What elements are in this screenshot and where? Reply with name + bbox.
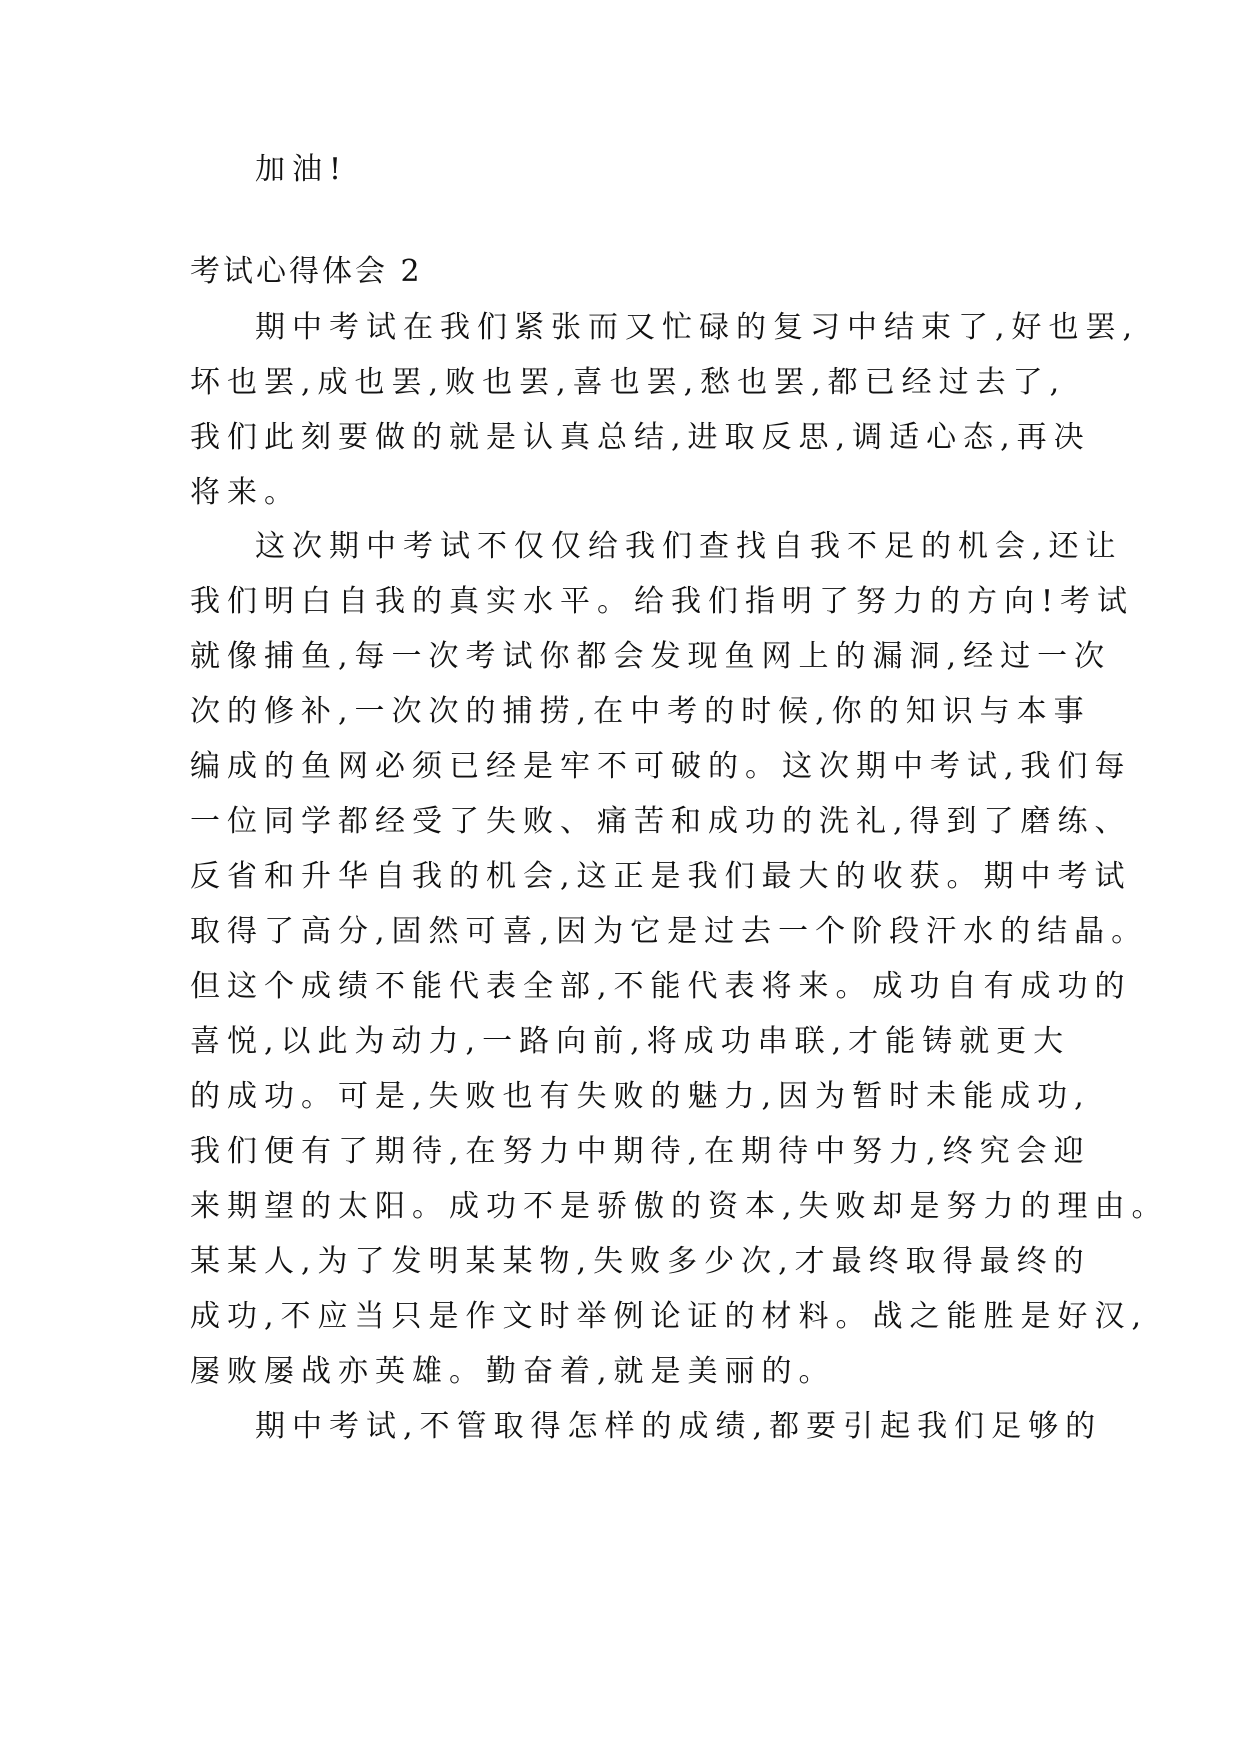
paragraph-2-line-14: 某某人,为了发明某某物,失败多少次,才最终取得最终的 xyxy=(190,1244,1091,1279)
paragraph-3-line-1: 期中考试,不管取得怎样的成绩,都要引起我们足够的 xyxy=(255,1409,1103,1444)
paragraph-2-line-15: 成功,不应当只是作文时举例论证的材料。战之能胜是好汉, xyxy=(190,1299,1149,1334)
paragraph-2-line-1: 这次期中考试不仅仅给我们查找自我不足的机会,还让 xyxy=(255,529,1123,564)
paragraph-1-line-3: 我们此刻要做的就是认真总结,进取反思,调适心态,再决 xyxy=(190,420,1091,455)
paragraph-2-line-8: 取得了高分,固然可喜,因为它是过去一个阶段汗水的结晶。 xyxy=(190,914,1149,949)
paragraph-1-line-4: 将来。 xyxy=(190,475,301,510)
paragraph-2-line-4: 次的修补,一次次的捕捞,在中考的时候,你的知识与本事 xyxy=(190,694,1091,729)
paragraph-2-line-3: 就像捕鱼,每一次考试你都会发现鱼网上的漏洞,经过一次 xyxy=(190,639,1112,674)
closing-line: 加油! xyxy=(255,152,349,187)
paragraph-2-line-10: 喜悦,以此为动力,一路向前,将成功串联,才能铸就更大 xyxy=(190,1024,1071,1059)
paragraph-2-line-7: 反省和升华自我的机会,这正是我们最大的收获。期中考试 xyxy=(190,859,1132,894)
paragraph-2-line-6: 一位同学都经受了失败、痛苦和成功的洗礼,得到了磨练、 xyxy=(190,804,1132,839)
paragraph-1-line-1: 期中考试在我们紧张而又忙碌的复习中结束了,好也罢, xyxy=(255,310,1140,345)
section-title: 考试心得体会 2 xyxy=(190,254,423,289)
paragraph-2-line-9: 但这个成绩不能代表全部,不能代表将来。成功自有成功的 xyxy=(190,969,1132,1004)
paragraph-2-line-12: 我们便有了期待,在努力中期待,在期待中努力,终究会迎 xyxy=(190,1134,1091,1169)
paragraph-2-line-2: 我们明白自我的真实水平。给我们指明了努力的方向!考试 xyxy=(190,584,1135,619)
paragraph-1-line-2: 坏也罢,成也罢,败也罢,喜也罢,愁也罢,都已经过去了, xyxy=(190,365,1067,400)
paragraph-2-line-13: 来期望的太阳。成功不是骄傲的资本,失败却是努力的理由。 xyxy=(190,1189,1169,1224)
paragraph-2-line-16: 屡败屡战亦英雄。勤奋着,就是美丽的。 xyxy=(190,1354,836,1389)
paragraph-2-line-11: 的成功。可是,失败也有失败的魅力,因为暂时未能成功, xyxy=(190,1079,1091,1114)
paragraph-2-line-5: 编成的鱼网必须已经是牢不可破的。这次期中考试,我们每 xyxy=(190,749,1132,784)
